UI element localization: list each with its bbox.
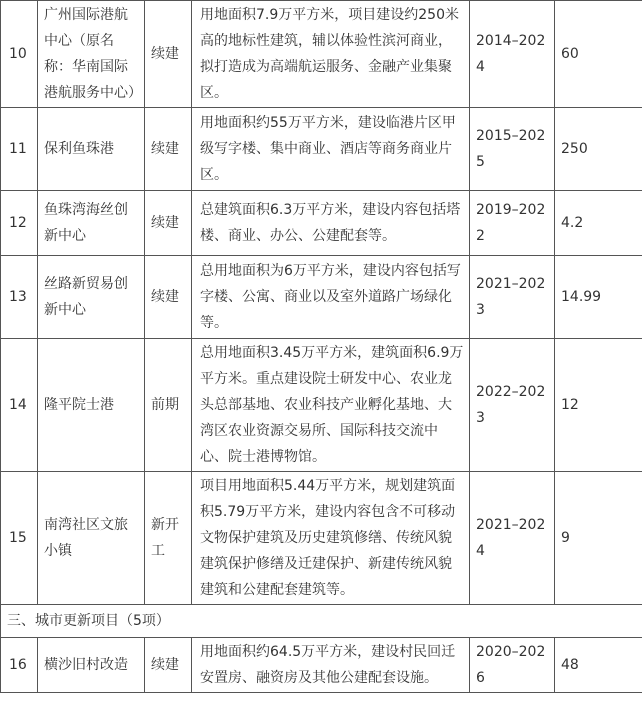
project-status: 续建 bbox=[145, 1, 192, 108]
section-row bbox=[1, 605, 642, 638]
project-name: 保利鱼珠港 bbox=[38, 108, 145, 191]
project-description: 总用地面积3.45万平方米，建筑面积6.9万平方米。重点建设院士研发中心、农业龙头总部基地、农业科技产业孵化基地、大湾区农业资源交易所、国际科技交流中心、院士港博物馆。 bbox=[192, 339, 470, 472]
project-investment: 60 bbox=[555, 1, 642, 108]
project-description: 用地面积约64.5万平方米，建设村民回迁安置房、融资房及其他公建配套设施。 bbox=[192, 638, 470, 693]
project-status: 续建 bbox=[145, 108, 192, 191]
project-name: 隆平院士港 bbox=[38, 339, 145, 472]
row-number: 11 bbox=[1, 108, 38, 191]
project-description: 用地面积约55万平方米，建设临港片区甲级写字楼、集中商业、酒店等商务商业片区。 bbox=[192, 108, 470, 191]
project-investment: 48 bbox=[555, 638, 642, 693]
row-number: 16 bbox=[1, 638, 38, 693]
project-investment: 4.2 bbox=[555, 191, 642, 256]
section-title: 三、城市更新项目（5项） bbox=[1, 605, 642, 638]
table-row bbox=[1, 339, 642, 472]
project-description: 项目用地面积5.44万平方米，规划建筑面积5.79万平方米，建设内容包含不可移动文物保护建筑及历史建筑修缮、传统风貌建筑保护修缮及迁建保护、新建传统风貌建筑和公建配套建筑等。 bbox=[192, 472, 470, 605]
project-name: 丝路新贸易创新中心 bbox=[38, 256, 145, 339]
table-row bbox=[1, 1, 642, 108]
project-period: 2022–2023 bbox=[470, 339, 555, 472]
project-period: 2021–2024 bbox=[470, 472, 555, 605]
project-status: 新开工 bbox=[145, 472, 192, 605]
row-number: 14 bbox=[1, 339, 38, 472]
project-status: 续建 bbox=[145, 638, 192, 693]
project-period: 2015–2025 bbox=[470, 108, 555, 191]
project-investment: 12 bbox=[555, 339, 642, 472]
row-number: 12 bbox=[1, 191, 38, 256]
project-status: 前期 bbox=[145, 339, 192, 472]
project-period: 2021–2023 bbox=[470, 256, 555, 339]
project-period: 2019–2022 bbox=[470, 191, 555, 256]
project-description: 总用地面积为6万平方米，建设内容包括写字楼、公寓、商业以及室外道路广场绿化等。 bbox=[192, 256, 470, 339]
row-number: 13 bbox=[1, 256, 38, 339]
table-row bbox=[1, 638, 642, 693]
table-row bbox=[1, 191, 642, 256]
row-number: 10 bbox=[1, 1, 38, 108]
project-name: 横沙旧村改造 bbox=[38, 638, 145, 693]
table-row bbox=[1, 108, 642, 191]
project-description: 总建筑面积6.3万平方米，建设内容包括塔楼、商业、办公、公建配套等。 bbox=[192, 191, 470, 256]
table-row bbox=[1, 256, 642, 339]
project-investment: 250 bbox=[555, 108, 642, 191]
project-status: 续建 bbox=[145, 256, 192, 339]
project-period: 2014–2024 bbox=[470, 1, 555, 108]
project-description: 用地面积7.9万平方米，项目建设约250米高的地标性建筑，辅以体验性滨河商业，拟打造成为高端航运服务、金融产业集聚区。 bbox=[192, 1, 470, 108]
project-name: 广州国际港航中心（原名称：华南国际港航服务中心） bbox=[38, 1, 145, 108]
table-row bbox=[1, 472, 642, 605]
row-number: 15 bbox=[1, 472, 38, 605]
project-name: 鱼珠湾海丝创新中心 bbox=[38, 191, 145, 256]
project-investment: 9 bbox=[555, 472, 642, 605]
project-investment: 14.99 bbox=[555, 256, 642, 339]
project-status: 续建 bbox=[145, 191, 192, 256]
project-name: 南湾社区文旅小镇 bbox=[38, 472, 145, 605]
project-period: 2020–2026 bbox=[470, 638, 555, 693]
